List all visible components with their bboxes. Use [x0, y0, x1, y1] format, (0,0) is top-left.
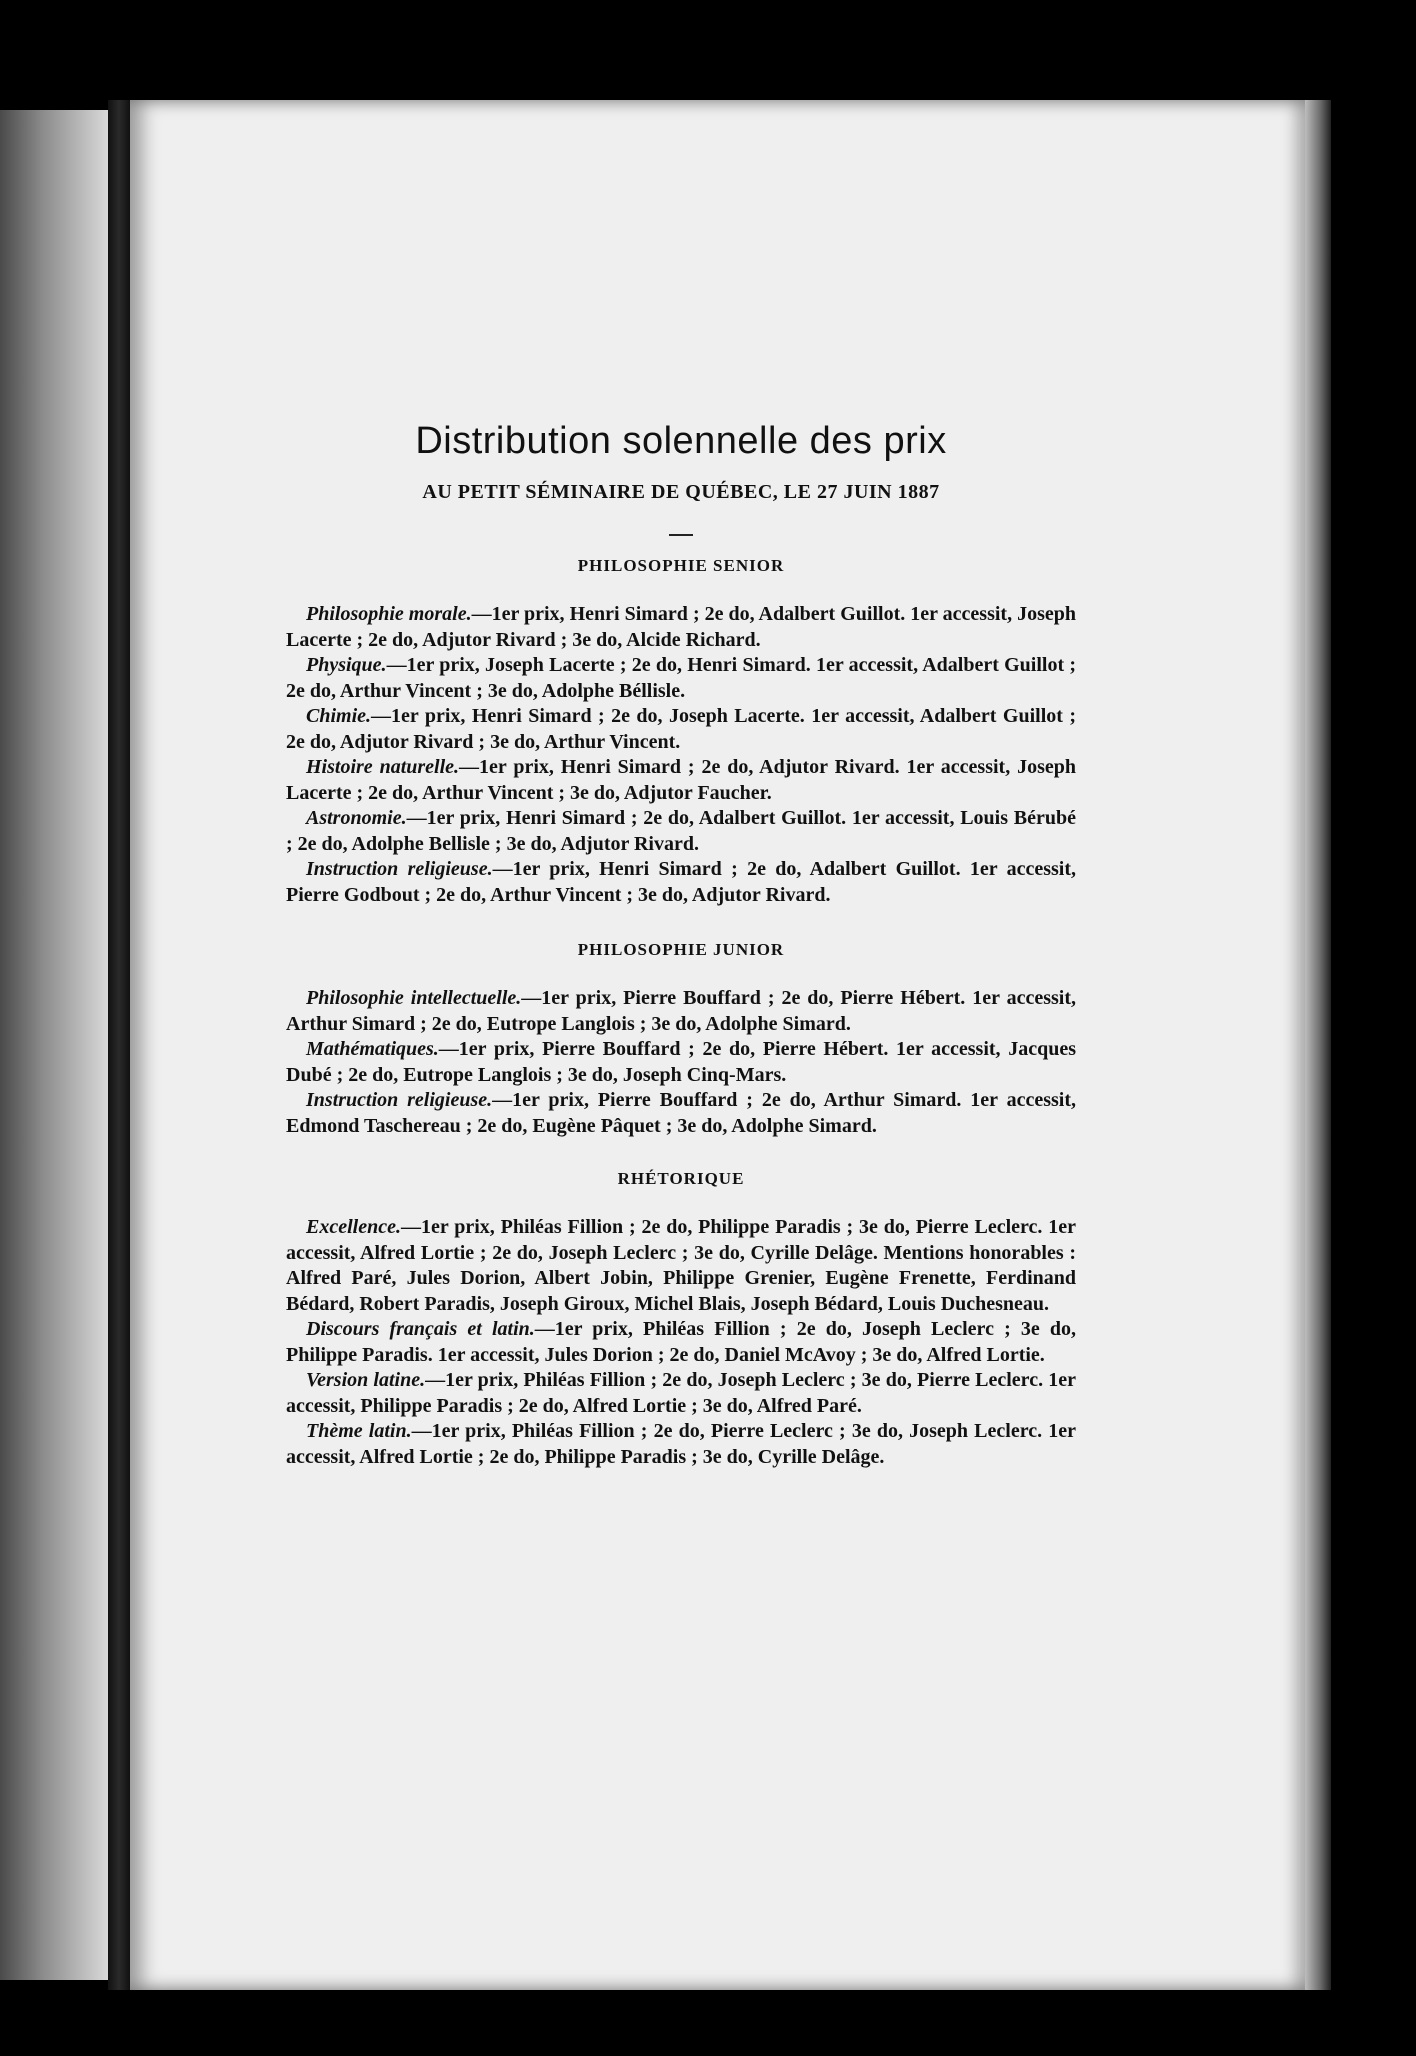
- entry-subject: Physique.: [306, 654, 387, 676]
- entry-subject: Philosophie intellectuelle.: [306, 987, 522, 1009]
- prize-entry: [286, 857, 1076, 908]
- prize-entry: [286, 986, 1076, 1037]
- entry-text: —1er prix, Henri Simard ; 2e do, Adalbert Guillot. 1er accessit, Pierre Godbout ; 2e do, Arthur Vincent ; 3e do, Adjutor Rivard.: [286, 858, 1077, 906]
- document-content: [286, 420, 1076, 1470]
- prize-entry: [286, 704, 1076, 755]
- page-title: Distribution solennelle des prix: [415, 420, 947, 462]
- section-heading: RHÉTORIQUE: [617, 1169, 745, 1188]
- section-body: [286, 1215, 1076, 1470]
- entry-subject: Excellence.: [306, 1216, 401, 1238]
- section-heading: PHILOSOPHIE SENIOR: [577, 556, 785, 575]
- entry-text: —1er prix, Pierre Bouffard ; 2e do, Pierre Hébert. 1er accessit, Arthur Simard ; 2e do, Eutrope Langlois ; 3e do, Adolphe Simard.: [286, 987, 1076, 1035]
- facing-page-edge: [0, 110, 108, 1980]
- prize-entry: [286, 653, 1076, 704]
- book-gutter: [108, 100, 130, 1990]
- section-rhetorique: [286, 1169, 1076, 1470]
- prize-entry: [286, 1215, 1076, 1317]
- entry-text: —1er prix, Philéas Fillion ; 2e do, Philippe Paradis ; 3e do, Pierre Leclerc. 1er accessit, Alfred Lortie ; 2e do, Joseph Leclerc ; 3e do, Cyrille Delâge. Mentions honorables : Alfred Paré, Jules Dorion, Albert Jobin, Philippe Grenier, Eugène Frenette, Ferdinand Bédard, Robert Paradis, Joseph Giroux, Michel Blais, Joseph Bédard, Louis Duchesneau.: [286, 1216, 1076, 1315]
- section-body: [286, 602, 1076, 908]
- entry-subject: Astronomie.: [306, 807, 407, 829]
- prize-entry: [286, 806, 1076, 857]
- entry-text: —1er prix, Pierre Bouffard ; 2e do, Arthur Simard. 1er accessit, Edmond Taschereau ; 2e do, Eugène Pâquet ; 3e do, Adolphe Simard.: [286, 1089, 1076, 1137]
- prize-entry: [286, 1368, 1076, 1419]
- title-divider: [669, 534, 693, 536]
- page-right-edge: [1305, 100, 1331, 1990]
- entry-subject: Version latine.: [306, 1369, 426, 1391]
- entry-subject: Mathématiques.: [306, 1038, 439, 1060]
- section-philosophie-junior: [286, 940, 1076, 1139]
- entry-subject: Histoire naturelle.: [306, 756, 460, 778]
- entry-text: —1er prix, Philéas Fillion ; 2e do, Joseph Leclerc ; 3e do, Philippe Paradis. 1er accessit, Jules Dorion ; 2e do, Daniel McAvoy ; 3e do, Alfred Lortie.: [286, 1318, 1077, 1366]
- entry-subject: Chimie.: [306, 705, 372, 727]
- entry-subject: Philosophie morale.: [306, 603, 472, 625]
- prize-entry: [286, 1037, 1076, 1088]
- entry-subject: Discours français et latin.: [306, 1318, 535, 1340]
- prize-entry: [286, 602, 1076, 653]
- section-heading: PHILOSOPHIE JUNIOR: [577, 940, 785, 959]
- entry-subject: Instruction religieuse.: [306, 1089, 493, 1111]
- section-body: [286, 986, 1076, 1139]
- entry-subject: Instruction religieuse.: [306, 858, 493, 880]
- prize-entry: [286, 1419, 1076, 1470]
- entry-text: —1er prix, Henri Simard ; 2e do, Adjutor Rivard. 1er accessit, Joseph Lacerte ; 2e do, Arthur Vincent ; 3e do, Adjutor Faucher.: [286, 756, 1077, 804]
- prize-entry: [286, 755, 1076, 806]
- entry-text: —1er prix, Henri Simard ; 2e do, Adalbert Guillot. 1er accessit, Louis Bérubé ; 2e do, Adolphe Bellisle ; 3e do, Adjutor Rivard.: [286, 807, 1076, 855]
- entry-text: —1er prix, Henri Simard ; 2e do, Adalbert Guillot. 1er accessit, Joseph Lacerte ; 2e do, Adjutor Rivard ; 3e do, Alcide Richard.: [286, 603, 1076, 651]
- entry-text: —1er prix, Henri Simard ; 2e do, Joseph Lacerte. 1er accessit, Adalbert Guillot ; 2e do, Adjutor Rivard ; 3e do, Arthur Vincent.: [286, 705, 1076, 753]
- prize-entry: [286, 1088, 1076, 1139]
- entry-text: —1er prix, Pierre Bouffard ; 2e do, Pierre Hébert. 1er accessit, Jacques Dubé ; 2e do, Eutrope Langlois ; 3e do, Joseph Cinq-Mars.: [286, 1038, 1076, 1086]
- section-philosophie-senior: [286, 556, 1076, 908]
- page-subtitle: AU PETIT SÉMINAIRE DE QUÉBEC, LE 27 JUIN 1887: [422, 481, 940, 503]
- entry-text: —1er prix, Philéas Fillion ; 2e do, Pierre Leclerc ; 3e do, Joseph Leclerc. 1er accessit, Alfred Lortie ; 2e do, Philippe Paradis ; 3e do, Cyrille Delâge.: [286, 1420, 1076, 1468]
- entry-text: —1er prix, Joseph Lacerte ; 2e do, Henri Simard. 1er accessit, Adalbert Guillot ; 2e do, Arthur Vincent ; 3e do, Adolphe Béllisle.: [286, 654, 1076, 702]
- entry-text: —1er prix, Philéas Fillion ; 2e do, Joseph Leclerc ; 3e do, Pierre Leclerc. 1er accessit, Philippe Paradis ; 2e do, Alfred Lortie ; 3e do, Alfred Paré.: [286, 1369, 1077, 1417]
- prize-entry: [286, 1317, 1076, 1368]
- entry-subject: Thème latin.: [306, 1420, 412, 1442]
